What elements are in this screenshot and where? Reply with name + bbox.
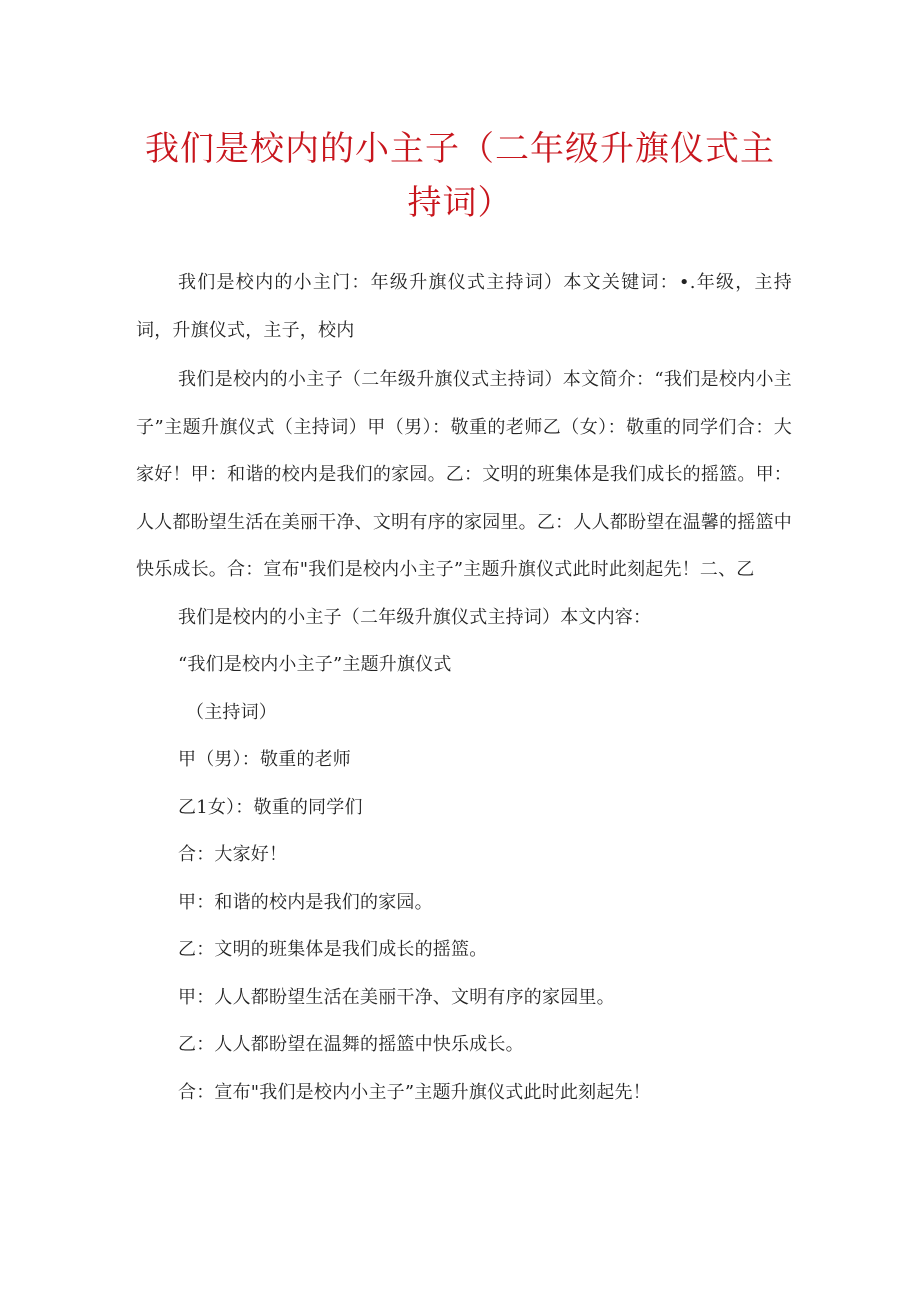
- summary-paragraph: 我们是校内的小主子（二年级升旗仪式主持词）本文简介：“我们是校内小主子”主题升旗仪式（主持词）甲（男）：敬重的老师乙（女）：敬重的同学们合：大家好！甲：和谐的校内是我们的家园。乙：文明的班集体是我们成长的摇篮。甲：人人都盼望生活在美丽干净、文明有序的家园里。乙：人人都盼望在温馨的摇篮中快乐成长。合：宣布"我们是校内小主子”主题升旗仪式此时此刻起先！二、乙: [136, 369, 792, 580]
- content-line: 乙：文明的班集体是我们成长的摇篮。: [178, 939, 488, 960]
- content-line: 甲（男）：敬重的老师: [178, 749, 351, 770]
- content-line: 合：大家好！: [178, 844, 288, 865]
- document-body: [136, 259, 792, 1116]
- content-line: 甲：人人都盼望生活在美丽干净、文明有序的家园里。: [178, 986, 615, 1008]
- content-line: （主持词）: [186, 701, 277, 723]
- content-line: 甲：和谐的校内是我们的家园。: [178, 891, 433, 913]
- document-title: 我们是校内的小主子（二年级升旗仪式主持词）: [145, 129, 775, 223]
- content-intro: 我们是校内的小主子（二年级升旗仪式主持词）本文内容：: [178, 606, 652, 628]
- content-line: 乙1女）：敬重的同学们: [178, 796, 363, 818]
- content-line: 乙：人人都盼望在温舞的摇篮中快乐成长。: [178, 1034, 524, 1055]
- keywords-paragraph: 我们是校内的小主门：年级升旗仪式主持词）本文关键词：•.年级，主持词，升旗仪式，主子，校内: [136, 272, 792, 341]
- content-line: 合：宣布"我们是校内小主子”主题升旗仪式此时此刻起先！: [178, 1081, 651, 1103]
- content-line: “我们是校内小主子”主题升旗仪式: [178, 654, 452, 675]
